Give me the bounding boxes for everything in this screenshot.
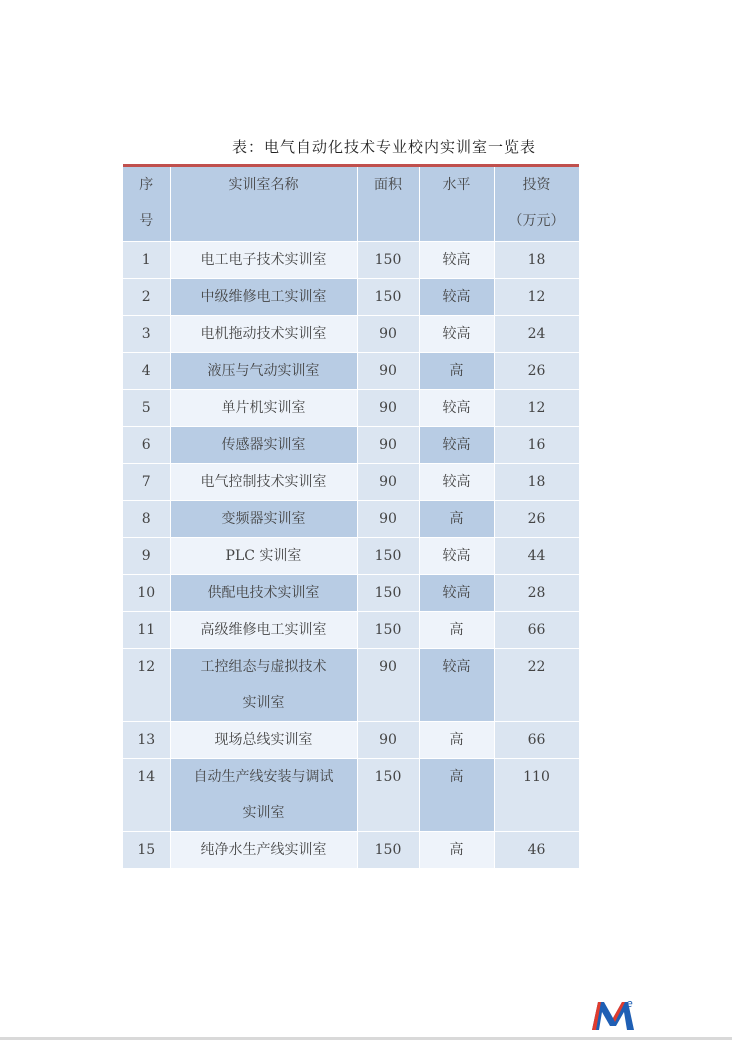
cell-area-text: 90	[379, 659, 397, 675]
cell-invest-text: 66	[527, 622, 546, 638]
cell-area	[357, 832, 419, 869]
cell-level	[419, 649, 494, 722]
cell-index-text: 7	[141, 474, 151, 490]
cell-index-text: 9	[141, 548, 151, 564]
header-index-line2: 号	[139, 213, 154, 229]
cell-area-text: 90	[379, 326, 397, 342]
cell-index-text: 11	[137, 622, 156, 638]
lab-table	[123, 167, 580, 869]
cell-level	[419, 316, 494, 353]
cell-area	[357, 575, 419, 612]
cell-area	[357, 501, 419, 538]
cell-name	[170, 464, 357, 501]
cell-index	[123, 612, 170, 649]
cell-index-text: 3	[141, 326, 151, 342]
cell-name-line: 单片机实训室	[221, 400, 306, 416]
cell-level-text: 较高	[442, 326, 471, 342]
header-index	[123, 167, 170, 242]
cell-invest	[494, 464, 579, 501]
cell-index	[123, 832, 170, 869]
cell-level	[419, 759, 494, 832]
cell-invest	[494, 832, 579, 869]
lab-table-container	[123, 164, 579, 869]
cell-invest	[494, 612, 579, 649]
cell-name	[170, 390, 357, 427]
cell-invest	[494, 353, 579, 390]
cell-index-text: 4	[141, 363, 151, 379]
cell-index	[123, 575, 170, 612]
cell-invest-text: 24	[527, 326, 546, 342]
cell-level-text: 较高	[442, 585, 471, 601]
table-row	[123, 722, 579, 759]
table-row	[123, 832, 579, 869]
cell-index-text: 14	[137, 769, 156, 785]
cell-area	[357, 242, 419, 279]
cell-name-line: 高级维修电工实训室	[200, 622, 327, 638]
cell-index	[123, 538, 170, 575]
cell-name	[170, 427, 357, 464]
cell-name	[170, 242, 357, 279]
header-index-line1: 序	[139, 177, 154, 193]
cell-name-line: 电机拖动技术实训室	[200, 326, 327, 342]
cell-index-text: 10	[137, 585, 156, 601]
cell-index	[123, 353, 170, 390]
header-name	[170, 167, 357, 242]
cell-name	[170, 279, 357, 316]
cell-invest-text: 110	[523, 769, 550, 785]
cell-area	[357, 316, 419, 353]
cell-level-text: 较高	[442, 474, 471, 490]
cell-area	[357, 390, 419, 427]
cell-name-line: 电气控制技术实训室	[200, 474, 327, 490]
cell-name-line: 电工电子技术实训室	[200, 252, 327, 268]
cell-area-text: 150	[374, 585, 402, 601]
cell-area	[357, 279, 419, 316]
header-invest-line1: 投资	[522, 177, 551, 193]
cell-area	[357, 722, 419, 759]
table-header-row	[123, 167, 579, 242]
cell-name	[170, 649, 357, 722]
table-row	[123, 390, 579, 427]
cell-invest	[494, 649, 579, 722]
cell-invest-text: 12	[527, 289, 546, 305]
cell-area-text: 150	[374, 289, 402, 305]
cell-name	[170, 575, 357, 612]
cell-index-text: 5	[141, 400, 151, 416]
cell-level-text: 较高	[442, 289, 471, 305]
table-row	[123, 279, 579, 316]
cell-level	[419, 242, 494, 279]
cell-name-line: 实训室	[242, 695, 285, 711]
cell-area-text: 90	[379, 400, 397, 416]
cell-invest-text: 46	[527, 842, 546, 858]
cell-area-text: 90	[379, 732, 397, 748]
header-name-text: 实训室名称	[228, 177, 299, 193]
cell-level-text: 高	[449, 511, 464, 527]
cell-level	[419, 279, 494, 316]
cell-name-line: 纯净水生产线实训室	[200, 842, 327, 858]
header-level-text: 水平	[442, 177, 471, 193]
cell-index	[123, 501, 170, 538]
cell-area	[357, 612, 419, 649]
cell-area-text: 150	[374, 842, 402, 858]
svg-text:e: e	[626, 997, 633, 1010]
cell-invest	[494, 390, 579, 427]
cell-area	[357, 427, 419, 464]
cell-index-text: 1	[141, 252, 151, 268]
cell-index-text: 2	[141, 289, 151, 305]
cell-invest-text: 44	[527, 548, 546, 564]
cell-name-line: 供配电技术实训室	[207, 585, 320, 601]
cell-index	[123, 649, 170, 722]
cell-name	[170, 612, 357, 649]
cell-name	[170, 353, 357, 390]
cell-invest-text: 66	[527, 732, 546, 748]
table-row	[123, 649, 579, 722]
cell-area-text: 90	[379, 437, 397, 453]
table-row	[123, 538, 579, 575]
table-row	[123, 575, 579, 612]
cell-area-text: 150	[374, 252, 402, 268]
cell-invest-text: 16	[527, 437, 546, 453]
cell-name-line: 自动生产线安装与调试	[193, 769, 334, 785]
header-area	[357, 167, 419, 242]
header-invest	[494, 167, 579, 242]
cell-level	[419, 353, 494, 390]
table-caption: 表：电气自动化技术专业校内实训室一览表	[232, 138, 537, 156]
cell-area-text: 90	[379, 511, 397, 527]
cell-index	[123, 390, 170, 427]
cell-index	[123, 279, 170, 316]
cell-index	[123, 316, 170, 353]
header-invest-line2: （万元）	[508, 213, 565, 229]
cell-index	[123, 242, 170, 279]
cell-index-text: 6	[141, 437, 151, 453]
cell-area-text: 150	[374, 769, 402, 785]
cell-level	[419, 612, 494, 649]
cell-level-text: 高	[449, 769, 464, 785]
header-area-text: 面积	[374, 177, 402, 193]
cell-name	[170, 832, 357, 869]
cell-name	[170, 722, 357, 759]
cell-index-text: 13	[137, 732, 156, 748]
cell-area-text: 150	[374, 548, 402, 564]
cell-level	[419, 427, 494, 464]
cell-level-text: 较高	[442, 659, 471, 675]
cell-invest-text: 12	[527, 400, 546, 416]
cell-name	[170, 538, 357, 575]
cell-level	[419, 722, 494, 759]
cell-name-line: 传感器实训室	[221, 437, 306, 453]
cell-level	[419, 390, 494, 427]
cell-area-text: 90	[379, 363, 397, 379]
cell-level-text: 较高	[442, 400, 471, 416]
cell-name-line: 液压与气动实训室	[207, 363, 320, 379]
cell-level	[419, 538, 494, 575]
cell-invest	[494, 316, 579, 353]
table-row	[123, 501, 579, 538]
cell-area-text: 150	[374, 622, 402, 638]
cell-index-text: 12	[137, 659, 156, 675]
cell-invest-text: 26	[527, 511, 546, 527]
cell-level-text: 高	[449, 732, 464, 748]
cell-invest-text: 28	[527, 585, 546, 601]
cell-invest-text: 22	[527, 659, 546, 675]
cell-level-text: 高	[449, 363, 464, 379]
cell-invest	[494, 759, 579, 832]
cell-area	[357, 464, 419, 501]
cell-index	[123, 464, 170, 501]
cell-area	[357, 353, 419, 390]
cell-level-text: 高	[449, 842, 464, 858]
cell-name-line: 变频器实训室	[221, 511, 306, 527]
cell-name	[170, 759, 357, 832]
cell-level	[419, 501, 494, 538]
cell-name-line: 工控组态与虚拟技术	[200, 659, 327, 675]
cell-index-text: 8	[141, 511, 151, 527]
cell-index	[123, 427, 170, 464]
cell-level	[419, 575, 494, 612]
me-logo-icon	[590, 996, 636, 1032]
cell-index	[123, 722, 170, 759]
cell-level	[419, 464, 494, 501]
cell-name-line: 实训室	[242, 805, 285, 821]
table-row	[123, 759, 579, 832]
table-row	[123, 353, 579, 390]
cell-index-text: 15	[137, 842, 156, 858]
cell-area-text: 90	[379, 474, 397, 490]
cell-level-text: 较高	[442, 548, 471, 564]
cell-invest	[494, 538, 579, 575]
cell-name-line: 现场总线实训室	[214, 732, 313, 748]
cell-index	[123, 759, 170, 832]
cell-invest	[494, 575, 579, 612]
cell-area	[357, 649, 419, 722]
cell-name-line: PLC 实训室	[225, 548, 302, 564]
table-row	[123, 612, 579, 649]
cell-invest-text: 18	[527, 252, 546, 268]
cell-level	[419, 832, 494, 869]
cell-name-line: 中级维修电工实训室	[200, 289, 327, 305]
cell-invest	[494, 722, 579, 759]
table-row	[123, 242, 579, 279]
cell-area	[357, 538, 419, 575]
cell-name	[170, 501, 357, 538]
cell-level-text: 较高	[442, 437, 471, 453]
cell-area	[357, 759, 419, 832]
cell-invest	[494, 279, 579, 316]
cell-invest-text: 26	[527, 363, 546, 379]
cell-invest	[494, 242, 579, 279]
cell-invest	[494, 501, 579, 538]
cell-level-text: 高	[449, 622, 464, 638]
cell-invest-text: 18	[527, 474, 546, 490]
table-row	[123, 427, 579, 464]
header-level	[419, 167, 494, 242]
table-row	[123, 316, 579, 353]
table-row	[123, 464, 579, 501]
cell-invest	[494, 427, 579, 464]
cell-name	[170, 316, 357, 353]
cell-level-text: 较高	[442, 252, 471, 268]
